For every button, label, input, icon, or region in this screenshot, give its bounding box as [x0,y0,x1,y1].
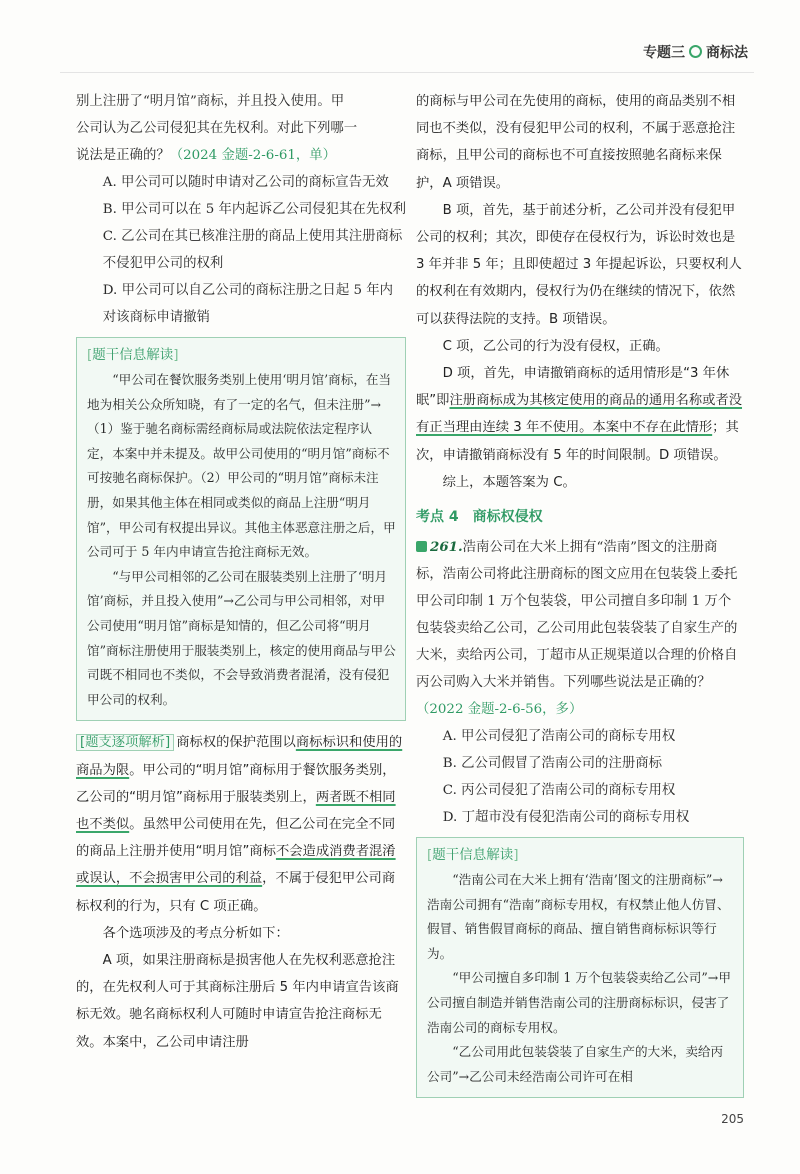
box-title-2: [题干信息解读] [427,847,519,864]
q261-option-b: B. 乙公司假冒了浩南公司的注册商标 [442,756,663,772]
option-analysis: [题支逐项解析] 商标权的保护范围以商标标识和使用的商品为限。甲公司的“明月馆”商标用于餐饮服务类别，乙公司的“明月馆”商标用于服装类别上，两者既不相同也不类似。虽然甲公司使用在先，但乙公司在完全不同的商品上注册并使用“明月馆”商标不会造成消费者混淆或误认，不会损害甲公司的利益，不属于侵犯甲公司商标权利的行为，只有 C 项正确。 [76,735,403,914]
analysis-c: C 项，乙公司的行为没有侵权，正确。 [442,338,669,354]
stem-line-3: 说法是正确的？ [76,148,170,163]
circle-icon [689,45,702,58]
q261-option-d: D. 丁超市没有侵犯浩南公司的商标专用权 [442,810,690,826]
interpretation2-p1: “浩南公司在大米上拥有‘浩南’图文的注册商标”→浩南公司拥有“浩南”商标专用权，有权禁止他人仿冒、假冒、销售假冒商标的商品、擅自销售商标标识等行为。 [427,872,730,961]
option-a: A. 甲公司可以随时申请对乙公司的商标宣告无效 [102,175,389,190]
stem-interpretation-box-2 [416,837,744,1098]
interpretation2-p2: “甲公司擅自多印制 1 万个包装袋卖给乙公司”→甲公司擅自制造并销售浩南公司的注册商标标识，侵害了浩南公司的商标专用权。 [427,970,731,1035]
right-column [416,88,744,1106]
analysis-tag: [题支逐项解析] [76,734,174,751]
stem-line-2: 公司认为乙公司侵犯其在先权利。对此下列哪一 [76,121,358,136]
page-number: 205 [721,1112,744,1126]
question-source: （2024 金题-2-6-61，单） [169,148,337,163]
question-icon [416,541,427,552]
q261-option-a: A. 甲公司侵犯了浩南公司的商标专用权 [442,729,676,745]
header-divider [60,72,754,73]
analysis-a: A 项，如果注册商标是损害他人在先权利恶意抢注的，在先权利人可于其商标注册后 5 年内申请宣告该商标无效。驰名商标权利人可随时申请宣告抢注商标无效。本案中，乙公司申请注册 [76,952,399,1050]
chapter-label: 专题三 [643,45,685,61]
stem-interpretation-box [76,337,406,721]
option-c: C. 乙公司在其已核准注册的商品上使用其注册商标不侵犯甲公司的权利 [102,229,403,271]
analysis-d: D 项，首先，申请撤销商标的适用情形是“3 年休眠”即注册商标成为其核定使用的商品的通用名称或者没有正当理由连续 3 年不使用。本案中不存在此情形；其次，申请撤销商标没有 5 年的时间限制。D 项错误。 [416,366,743,463]
analysis-a-cont: 的商标与甲公司在先使用的商标，使用的商品类别不相同也不类似，没有侵犯甲公司的权利，不属于恶意抢注商标，且甲公司的商标也不可直接按照驰名商标来保护，A 项错误。 [416,94,736,191]
chapter-title: 商标法 [706,45,748,61]
interpretation2-p3: “乙公司用此包装袋装了自家生产的大米，卖给丙公司”→乙公司未经浩南公司许可在相 [427,1044,724,1084]
analysis-b: B 项，首先，基于前述分析，乙公司并没有侵犯甲公司的权利；其次，即使存在侵权行为，诉讼时效也是 3 年并非 5 年；且即使超过 3 年提起诉讼，只要权利人的权利在有效期内，侵权行为仍在继续的情况下，依然可以获得法院的支持。B 项错误。 [416,202,742,327]
section-heading: 考点 4 商标权侵权 [416,509,543,526]
option-b: B. 甲公司可以在 5 年内起诉乙公司侵犯其在先权利 [102,202,406,217]
q261-option-c: C. 丙公司侵犯了浩南公司的商标专用权 [442,783,676,799]
running-header [643,42,748,62]
stem-line-1: 别上注册了“明月馆”商标，并且投入使用。甲 [76,94,345,109]
option-d: D. 甲公司可以自乙公司的商标注册之日起 5 年内对该商标申请撤销 [102,283,394,325]
question-stem [76,88,406,169]
box-title: [题干信息解读] [87,347,179,363]
interpretation-p2: “与甲公司相邻的乙公司在服装类别上注册了‘明月馆’商标，并且投入使用”→乙公司与甲公司相邻，对甲公司使用“明月馆”商标是知情的，但乙公司将“明月馆”商标注册使用于服装类别上，核定的使用商品与甲公司既不相同也不类似，不会导致消费者混淆，没有侵犯甲公司的权利。 [87,568,396,707]
interpretation-p1: “甲公司在餐饮服务类别上使用‘明月馆’商标，在当地为相关公众所知晓，有了一定的名气，但未注册”→（1）鉴于驰名商标需经商标局或法院依法定程序认定，本案中并未提及。故甲公司使用的“明月馆”商标不可按驰名商标保护。（2）甲公司的“明月馆”商标未注册，如果其他主体在相同或类似的商品上注册“明月馆”，甲公司有权提出异议。其他主体恶意注册之后，甲公司可于 5 年内申请宣告抢注商标无效。 [87,372,396,560]
answer-summary: 综上，本题答案为 C。 [442,474,576,490]
question-261: 261.浩南公司在大米上拥有“浩南”图文的注册商标，浩南公司将此注册商标的图文应用在包装袋上委托甲公司印制 1 万个包装袋，甲公司擅自多印制 1 万个包装袋卖给乙公司，乙公司用此包装袋装了自家生产的大米，卖给丙公司，丁超市从正规渠道以合理的价格自丙公司购入大米并销售。下列哪些说法是正确的？（2022 金题-2-6-56，多） [416,539,738,718]
left-column [76,88,406,1056]
analysis-intro: 各个选项涉及的考点分析如下： [102,925,289,941]
